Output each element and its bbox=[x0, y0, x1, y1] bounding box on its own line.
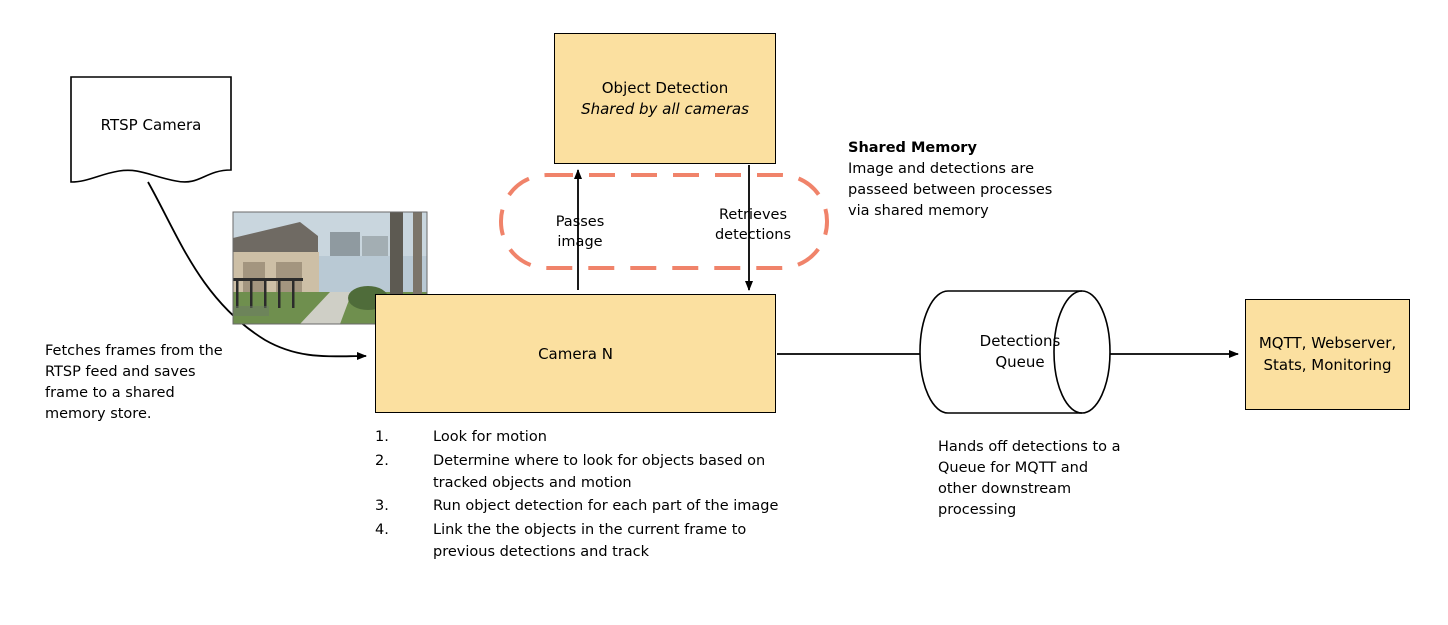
rtsp-camera-label: RTSP Camera bbox=[100, 116, 202, 134]
step-text: Run object detection for each part of the image bbox=[433, 498, 779, 515]
camera-steps-list bbox=[375, 427, 795, 566]
note-shared-memory bbox=[848, 138, 1063, 222]
node-rtsp-camera bbox=[70, 76, 232, 186]
step-number: 1. bbox=[375, 429, 389, 445]
list-item bbox=[375, 496, 795, 518]
node-object-detection bbox=[554, 33, 776, 164]
edge-label-passes-image bbox=[537, 212, 623, 253]
retrieves-line1: Retrieves bbox=[719, 207, 787, 223]
retrieves-line2: detections bbox=[714, 227, 792, 244]
note-queue-handoff: Hands off detections to a Queue for MQTT and other downstream processing bbox=[938, 439, 1121, 519]
step-text: Determine where to look for objects based on tracked objects and motion bbox=[433, 452, 766, 491]
edge-label-retrieves-detections bbox=[700, 205, 806, 246]
shared-memory-title: Shared Memory bbox=[848, 140, 977, 156]
step-number: 2. bbox=[375, 452, 389, 469]
camera-n-label: Camera N bbox=[538, 344, 613, 363]
object-detection-title: Object Detection bbox=[601, 79, 729, 97]
detections-queue-label-line2: Queue bbox=[995, 353, 1045, 371]
mqtt-label-line1: MQTT, Webserver, bbox=[1258, 333, 1397, 352]
list-item bbox=[375, 427, 795, 449]
mqtt-label-line2: Stats, Monitoring bbox=[1263, 355, 1392, 374]
list-item bbox=[375, 451, 795, 495]
passes-image-line1: Passes bbox=[555, 214, 605, 230]
step-text: Look for motion bbox=[433, 429, 547, 445]
step-text: Link the the objects in the current frame to previous detections and track bbox=[433, 522, 747, 560]
list-item bbox=[375, 520, 795, 564]
note-fetch-frames: Fetches frames from the RTSP feed and saves frame to a shared memory store. bbox=[45, 343, 223, 423]
step-number: 3. bbox=[375, 498, 389, 515]
node-mqtt-webserver bbox=[1245, 299, 1410, 410]
shared-memory-body: Image and detections are passeed between processes via shared memory bbox=[848, 161, 1053, 220]
object-detection-subtitle: Shared by all cameras bbox=[581, 100, 749, 118]
passes-image-line2: image bbox=[557, 234, 603, 251]
detections-queue-label-line1: Detections bbox=[979, 332, 1061, 350]
node-camera-n bbox=[375, 294, 776, 413]
detections-queue-label bbox=[940, 331, 1100, 373]
step-number: 4. bbox=[375, 522, 389, 538]
